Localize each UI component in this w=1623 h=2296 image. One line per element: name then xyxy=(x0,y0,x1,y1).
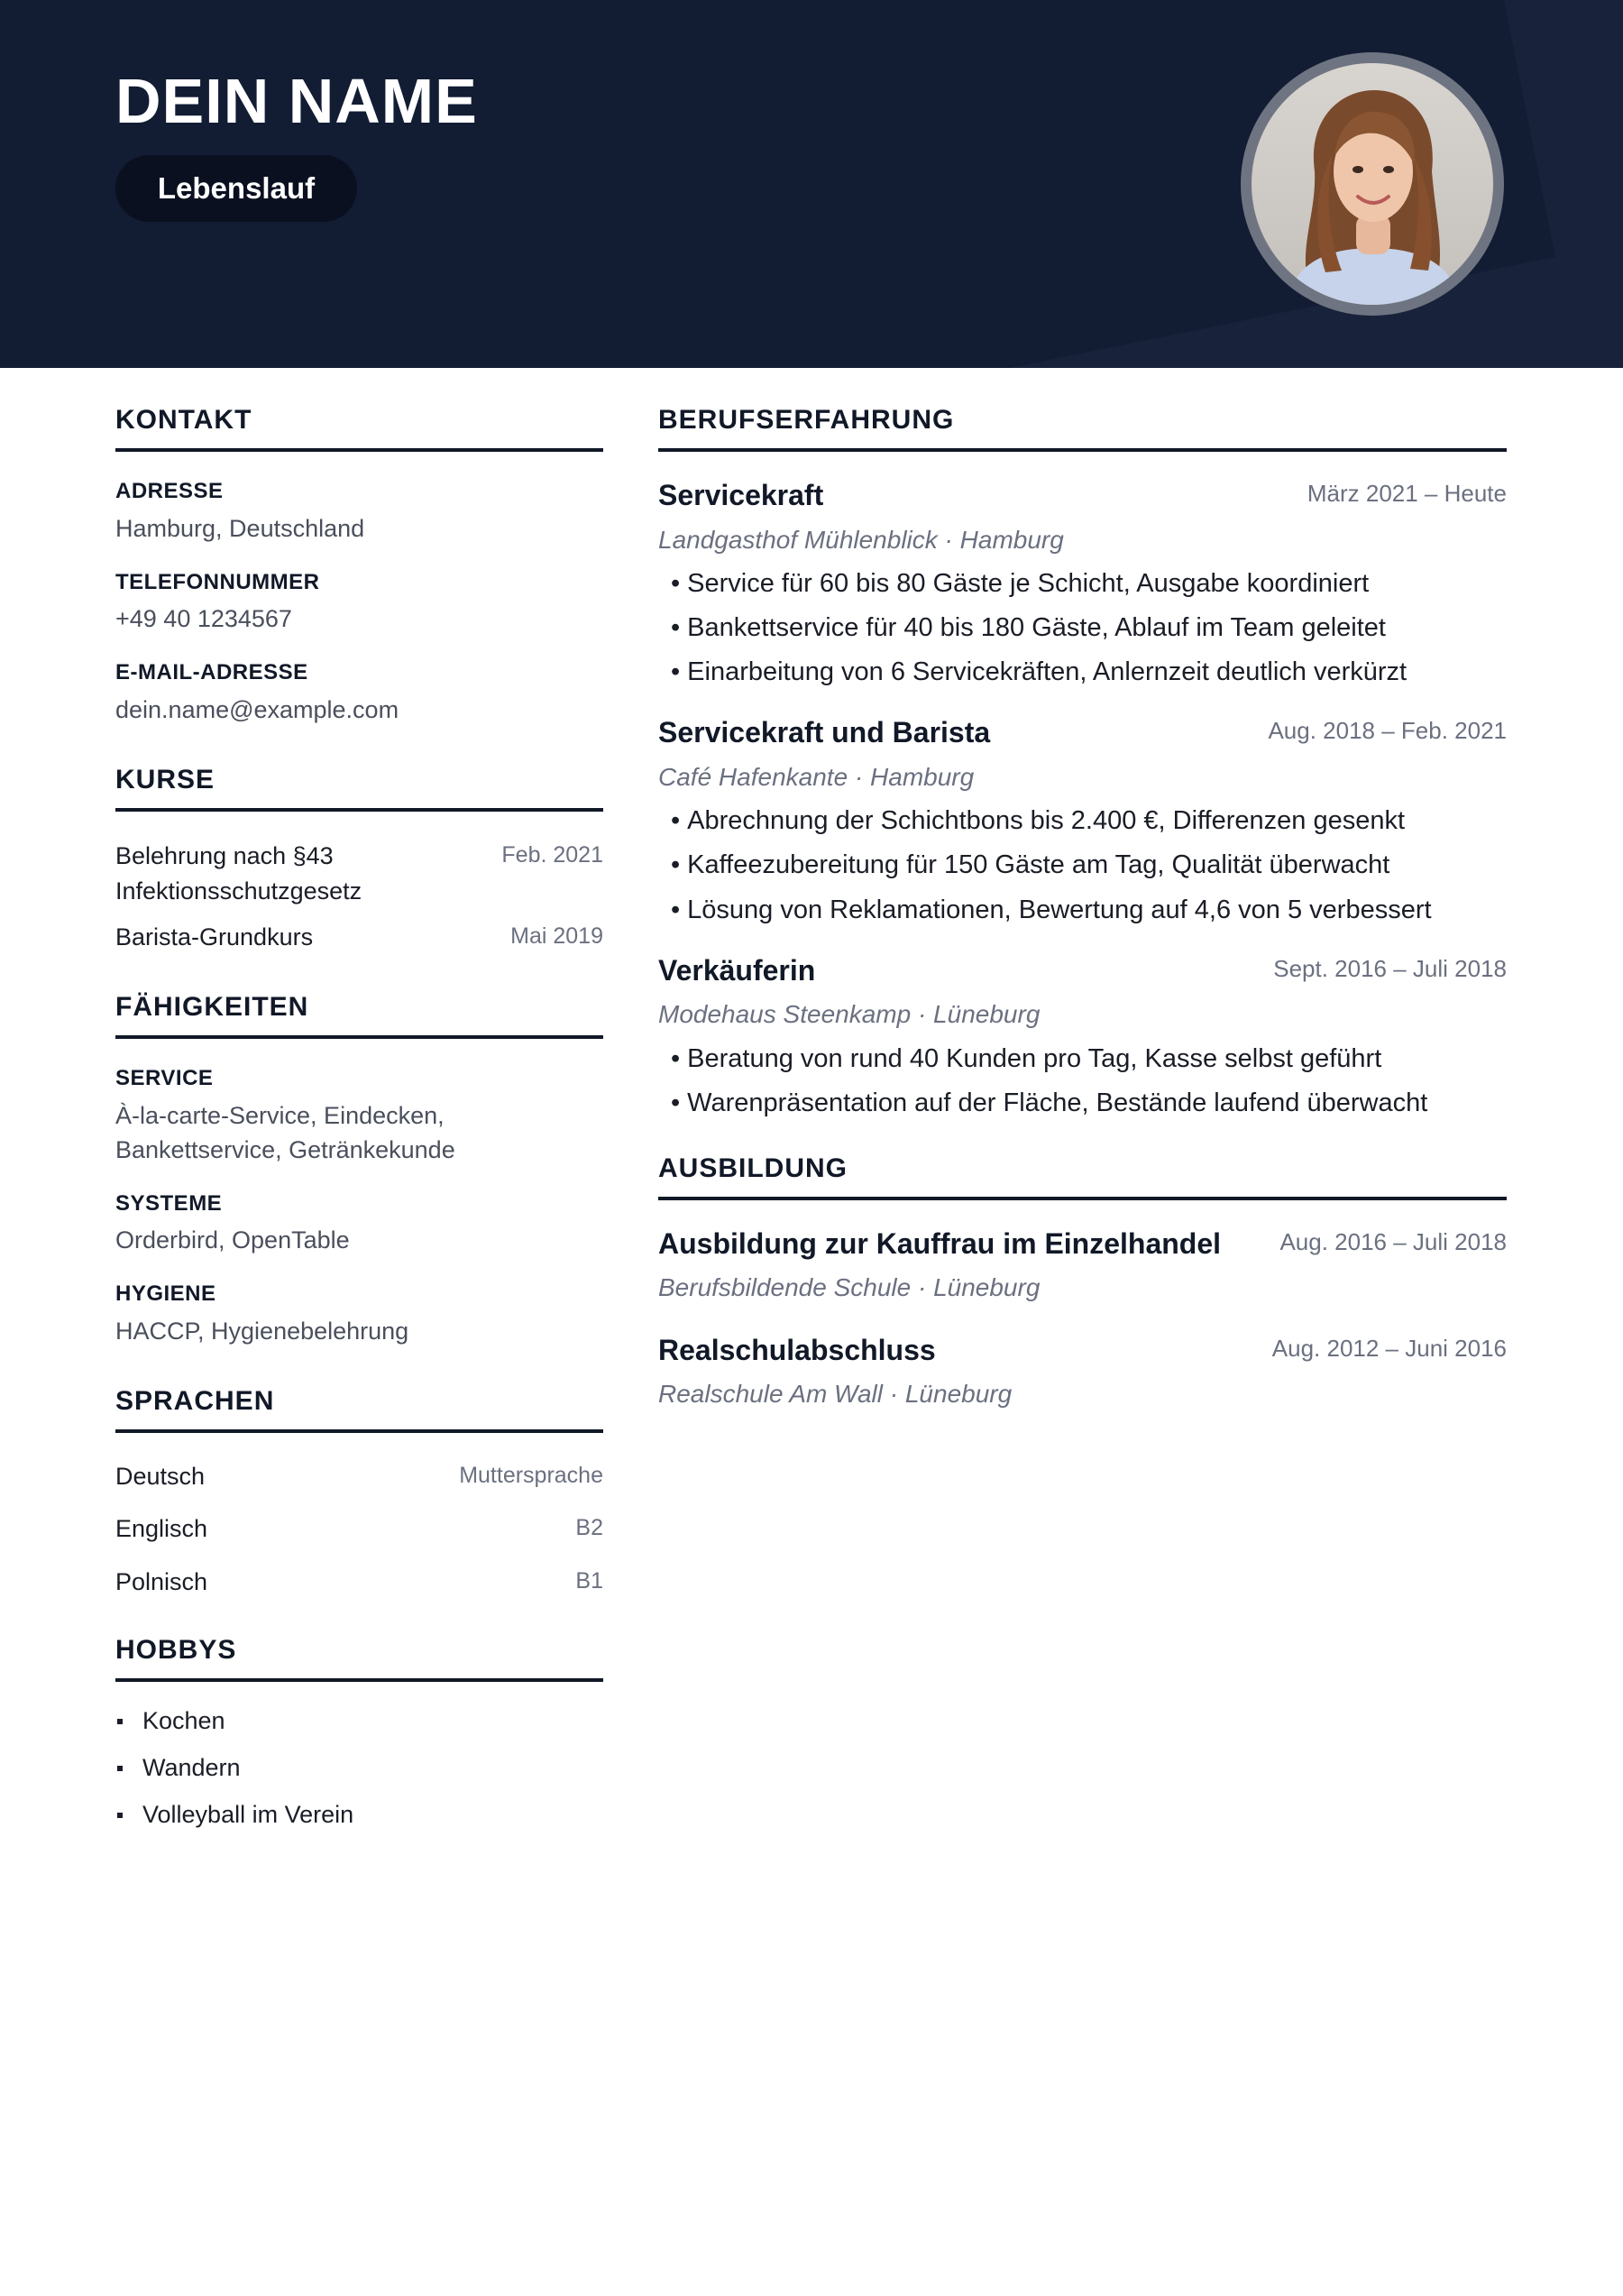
address-value: Hamburg, Deutschland xyxy=(115,514,365,542)
job-bullets xyxy=(658,567,1507,689)
square-bullet-icon xyxy=(117,1719,123,1724)
left-column xyxy=(115,404,603,1846)
hobbies-heading: HOBBYS xyxy=(115,1634,603,1682)
skill-category-label: SYSTEME xyxy=(115,1190,223,1216)
hobby-text: Wandern xyxy=(142,1754,241,1782)
job-employer: Landgasthof Mühlenblick · Hamburg xyxy=(658,525,1064,554)
job-date: März 2021 – Heute xyxy=(1307,480,1507,507)
address-label: ADRESSE xyxy=(115,479,224,503)
phone-value: +49 40 1234567 xyxy=(115,605,292,633)
list-item: • Einarbeitung von 6 Servicekräften, Anlernzeit deutlich verkürzt xyxy=(658,656,1507,689)
job-employer: Café Hafenkante · Hamburg xyxy=(658,762,975,791)
education-title: Ausbildung zur Kauffrau im Einzelhandel xyxy=(658,1226,1222,1260)
language-item xyxy=(115,1460,603,1492)
education-entry xyxy=(658,1226,1507,1305)
skills-section xyxy=(115,991,603,1349)
job-title: Servicekraft xyxy=(658,479,824,511)
email-label: E-MAIL-ADRESSE xyxy=(115,660,308,685)
skill-category-label: SERVICE xyxy=(115,1066,214,1091)
courses-heading: KURSE xyxy=(115,764,603,812)
hobbies-list xyxy=(115,1705,603,1831)
profile-photo xyxy=(1241,52,1504,316)
email-value: dein.name@example.com xyxy=(115,695,399,723)
skill-category-value: HACCP, Hygienebelehrung xyxy=(115,1317,409,1345)
language-level: Muttersprache xyxy=(459,1462,603,1488)
languages-heading: SPRACHEN xyxy=(115,1385,603,1433)
skill-category-value: À-la-carte-Service, Eindecken, Bankettservice, Getränkekunde xyxy=(115,1102,455,1163)
job-bullets xyxy=(658,1042,1507,1120)
skill-category-value: Orderbird, OpenTable xyxy=(115,1226,350,1254)
header-banner xyxy=(0,0,1623,368)
language-name: Deutsch xyxy=(115,1462,206,1490)
course-title: Barista-Grundkurs xyxy=(115,923,314,951)
square-bullet-icon xyxy=(117,1813,123,1818)
language-item xyxy=(115,1512,603,1545)
person-name: DEIN NAME xyxy=(115,66,478,136)
education-institution: Berufsbildende Schule · Lüneburg xyxy=(658,1273,1041,1302)
education-section xyxy=(658,1153,1507,1411)
skill-category-label: HYGIENE xyxy=(115,1281,216,1307)
list-item: • Kaffeezubereitung für 150 Gäste am Tag, Qualität überwacht xyxy=(658,849,1507,882)
list-item: • Warenpräsentation auf der Fläche, Bestände laufend überwacht xyxy=(658,1087,1507,1120)
hobbies-section xyxy=(115,1634,603,1831)
education-title: Realschulabschluss xyxy=(658,1333,936,1366)
list-item: • Bankettservice für 40 bis 180 Gäste, Ablauf im Team geleitet xyxy=(658,611,1507,645)
course-date: Mai 2019 xyxy=(510,923,603,950)
job-bullets xyxy=(658,804,1507,926)
square-bullet-icon xyxy=(117,1766,123,1771)
job-title: Verkäuferin xyxy=(658,953,816,987)
courses-section xyxy=(115,764,603,955)
language-level: B1 xyxy=(575,1567,603,1593)
contact-heading: KONTAKT xyxy=(115,404,603,452)
portrait-image xyxy=(1252,63,1493,305)
job-date: Aug. 2018 – Feb. 2021 xyxy=(1268,717,1507,745)
job-date: Sept. 2016 – Juli 2018 xyxy=(1273,954,1507,982)
list-item: • Abrechnung der Schichtbons bis 2.400 €, Differenzen gesenkt xyxy=(658,804,1507,838)
education-date: Aug. 2012 – Juni 2016 xyxy=(1271,1334,1507,1362)
hobby-text: Volleyball im Verein xyxy=(142,1801,354,1829)
job-entry xyxy=(658,477,1507,689)
skills-heading: FÄHIGKEITEN xyxy=(115,991,603,1039)
job-entry xyxy=(658,714,1507,926)
job-title: Servicekraft und Barista xyxy=(658,716,991,749)
language-name: Polnisch xyxy=(115,1567,208,1595)
job-entry xyxy=(658,952,1507,1120)
job-employer: Modehaus Steenkamp · Lüneburg xyxy=(658,1000,1041,1029)
contact-section xyxy=(115,404,603,728)
course-date: Feb. 2021 xyxy=(501,841,603,868)
education-heading: AUSBILDUNG xyxy=(658,1153,1507,1200)
course-item xyxy=(115,920,603,955)
language-name: Englisch xyxy=(115,1515,208,1543)
education-date: Aug. 2016 – Juli 2018 xyxy=(1279,1227,1507,1255)
language-item xyxy=(115,1566,603,1598)
language-level: B2 xyxy=(575,1515,603,1541)
education-entry xyxy=(658,1332,1507,1411)
phone-label: TELEFONNUMMER xyxy=(115,569,320,594)
list-item: • Service für 60 bis 80 Gäste je Schicht, Ausgabe koordiniert xyxy=(658,567,1507,601)
experience-heading: BERUFSERFAHRUNG xyxy=(658,404,1507,452)
right-column xyxy=(658,404,1507,1411)
course-item xyxy=(115,839,603,909)
hobby-text: Kochen xyxy=(142,1707,225,1735)
list-item xyxy=(115,1799,603,1831)
list-item: • Lösung von Reklamationen, Bewertung auf 4,6 von 5 verbessert xyxy=(658,894,1507,927)
languages-section xyxy=(115,1385,603,1598)
experience-section xyxy=(658,404,1507,1120)
education-institution: Realschule Am Wall · Lüneburg xyxy=(658,1380,1013,1409)
list-item xyxy=(115,1752,603,1784)
list-item xyxy=(115,1705,603,1737)
document-type-badge: Lebenslauf xyxy=(115,155,357,222)
list-item: • Beratung von rund 40 Kunden pro Tag, Kasse selbst geführt xyxy=(658,1042,1507,1076)
course-title: Belehrung nach §43 Infektionsschutzgesetz xyxy=(115,841,362,905)
